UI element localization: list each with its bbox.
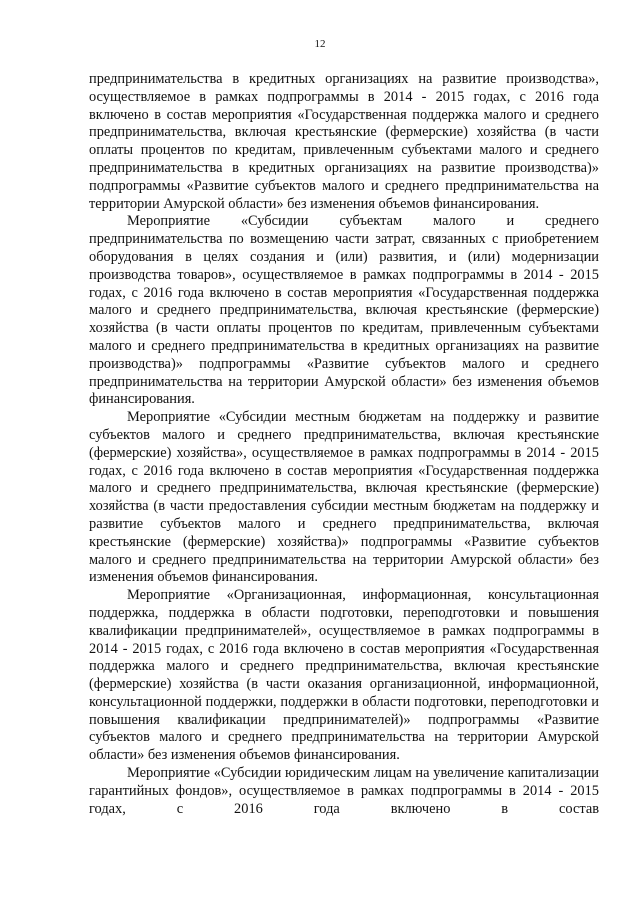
paragraph-3: Мероприятие «Субсидии местным бюджетам на поддержку и развитие субъектов малого и среднего предпринимательства, включая крестьянские (фермерские) хозяйства», осуществляемое в рамках подпрограммы в 2014 - 2015 годах, с 2016 года включено в состав мероприятия «Государственная поддержка малого и среднего предпринимательства, включая крестьянские (фермерские) хозяйства (в части предоставления субсидии местным бюджетам на поддержку и развитие субъектов малого и среднего предпринимательства, включая крестьянские (фермерские) хозяйства)» подпрограммы «Развитие субъектов малого и среднего предпринимательства на территории Амурской области» без изменения объемов финансирования. [89, 409, 599, 586]
paragraph-5: Мероприятие «Субсидии юридическим лицам на увеличение капитализации гарантийных фондов», осуществляемое в рамках подпрограммы в 2014 - 2015 годах, с 2016 года включено в состав [89, 765, 599, 817]
paragraph-4: Мероприятие «Организационная, информационная, консультационная поддержка, поддержка в области подготовки, переподготовки и повышения квалификации предпринимателей», осуществляемое в рамках подпрограммы в 2014 - 2015 годах, с 2016 года включено в состав мероприятия «Государственная поддержка малого и среднего предпринимательства, включая крестьянские (фермерские) хозяйства (в части оказания организационной, информационной, консультационной поддержки, поддержки в области подготовки, переподготовки и повышения квалификации предпринимателей)» подпрограммы «Развитие субъектов малого и среднего предпринимательства на территории Амурской области» без изменения объемов финансирования. [89, 587, 599, 764]
paragraph-1: предпринимательства в кредитных организациях на развитие производства», осуществляемое в рамках подпрограммы в 2014 - 2015 годах, с 2016 года включено в состав мероприятия «Государственная поддержка малого и среднего предпринимательства, включая крестьянские (фермерские) хозяйства (в части оплаты процентов по кредитам, привлеченным субъектами малого и среднего предпринимательства в кредитных организациях на развитие производства)» подпрограммы «Развитие субъектов малого и среднего предпринимательства на территории Амурской области» без изменения объемов финансирования. [89, 71, 599, 212]
document-body [89, 71, 599, 818]
page-number: 12 [314, 38, 326, 50]
paragraph-2: Мероприятие «Субсидии субъектам малого и среднего предпринимательства по возмещению части затрат, связанных с приобретением оборудования в целях создания и (или) развития, и (или) модернизации производства товаров», осуществляемое в рамках подпрограммы в 2014 - 2015 годах, с 2016 года включено в состав мероприятия «Государственная поддержка малого и среднего предпринимательства, включая крестьянские (фермерские) хозяйства (в части оплаты процентов по кредитам, привлеченным субъектами малого и среднего предпринимательства в кредитных организациях на развитие производства)» подпрограммы «Развитие субъектов малого и среднего предпринимательства на территории Амурской области» без изменения объемов финансирования. [89, 213, 599, 408]
